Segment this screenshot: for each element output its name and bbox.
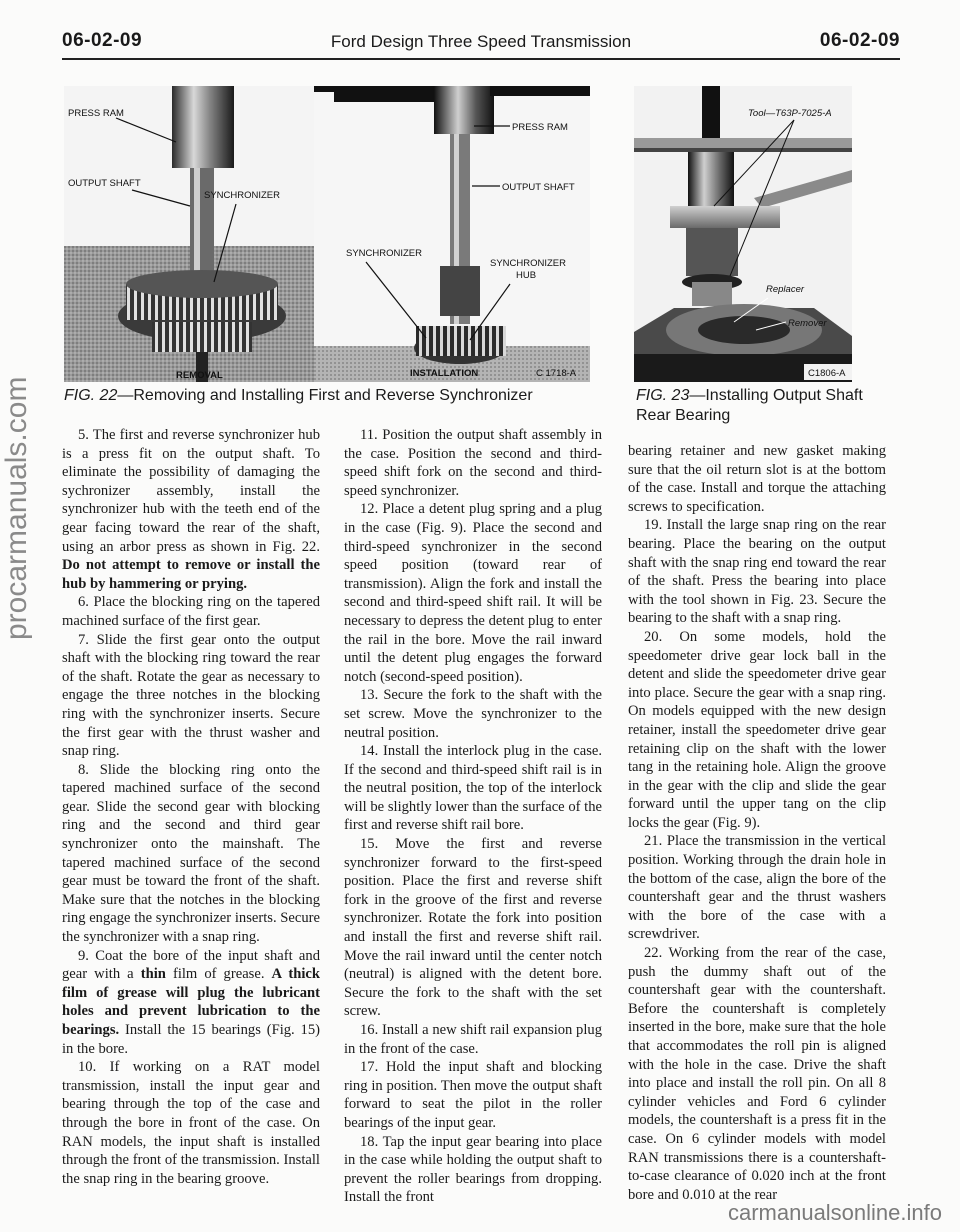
fig22-removal-photo (64, 86, 314, 382)
label-tool: Tool—T63P-7025-A (748, 108, 832, 119)
page-title: Ford Design Three Speed Transmission (330, 32, 632, 51)
step-6: 6. Place the blocking ring on the tapered machined surface of the first gear. (62, 594, 320, 629)
footer-watermark: carmanualsonline.info (727, 1200, 942, 1225)
fig23-caption-label: FIG. 23 (636, 387, 690, 404)
step-16: 16. Install a new shift rail expansion plug in the front of the case. (344, 1022, 602, 1057)
label-press-ram-right: PRESS RAM (512, 122, 568, 133)
step-14: 14. Install the interlock plug in the case. If the second and third-speed shift rail is in the neutral position, the top of the interlock will be slightly lower than the surface of the first and reverse shift rail bore. (344, 743, 602, 834)
step-5: 5. The first and reverse synchronizer hub is a press fit on the output shaft. To eliminate the possibility of damaging the sychronizer assembly, install the synchronizer hub with the teeth end of the gear facing toward the rear of the shaft, using an arbor press as shown in Fig. 22. Do not attempt to remove or install the hub by hammering or prying. (62, 427, 320, 592)
label-replacer: Replacer (766, 284, 805, 295)
text-column-2 (344, 426, 602, 1207)
step-8: 8. Slide the blocking ring onto the tapered machined surface of the second gear. Slide the second gear with blocking ring and the second and third gear synchronizer onto the mainshaft. The tapered machined surface of the second gear must be toward the front of the shaft. Make sure that the notches in the blocking ring engage the synchronizer inserts. Secure the synchronizer with a snap ring. (62, 761, 320, 946)
page-number-right: 06-02-09 (819, 30, 900, 51)
label-synchronizer-left: SYNCHRONIZER (204, 190, 281, 201)
step-5-warning: Do not attempt to remove or install the hub by hammering or prying. (62, 557, 320, 592)
step-18: 18. Tap the input gear bearing into place in the case while holding the output shaft to prevent the roller bearings from dropping. Install the front (344, 1133, 602, 1206)
fig22-caption-label: FIG. 22 (64, 387, 118, 404)
text-column-1 (62, 426, 320, 1188)
label-remover: Remover (788, 318, 827, 329)
label-removal: REMOVAL (176, 370, 223, 381)
step-9: 9. Coat the bore of the input shaft and gear with a thin film of grease. A thick film of grease will plug the lubricant holes and prevent lubrication to the bearings. Install the 15 bearings (Fig. 15) in the bore. (62, 947, 320, 1057)
step-15: 15. Move the first and reverse synchronizer forward to the first-speed position. Place the first and reverse shift fork in the groove of the first and reverse synchronizer. Rotate the fork into position and install the first and reverse shift rail. Move the rail inward until the center notch (neutral) is aligned with the detent bore. Secure the fork to the shaft with the set screw. (344, 836, 602, 1020)
step-13: 13. Secure the fork to the shaft with the set screw. Move the synchronizer to the neutral position. (344, 687, 602, 741)
label-output-shaft-right: OUTPUT SHAFT (502, 182, 575, 193)
label-code-23: C1806-A (808, 368, 846, 379)
step-9-warning: A thick film of grease will plug the lubricant holes and prevent lubrication to the bearings. (62, 966, 320, 1038)
label-output-shaft-left: OUTPUT SHAFT (68, 178, 141, 189)
label-synchronizer-hub-2: HUB (516, 270, 537, 281)
step-18-continued: bearing retainer and new gasket making sure that the oil return slot is at the bottom of the case. Install and torque the attaching screws to specification. (628, 443, 886, 515)
step-12: 12. Place a detent plug spring and a plug in the case (Fig. 9). Place the second and third-speed synchronizer in the second speed position (toward rear of transmission). Align the fork and install the second and third-speed shift rail. It will be necessary to depress the detent plug to enter the rail in the bore. Move the rail inward until the detent plug engages the forward notch (second-speed position). (344, 501, 602, 685)
page-header (62, 24, 900, 60)
text-column-3 (628, 442, 886, 1204)
side-watermark (0, 80, 40, 680)
fig22-caption (64, 386, 604, 406)
step-22: 22. Working from the rear of the case, push the dummy shaft out of the countershaft gear with the countershaft. Before the countershaft is completely inserted in the bore, make sure that the hole that accommodates the roll pin is aligned with the hole in the case. Drive the shaft into place and install the roll pin. On all 8 cylinder vehicles and Ford 6 cylinder models, the countershaft is a press fit in the case. On 6 cylinder models with model RAN transmissions there is a countershaft-to-case clearance of 0.020 inch at the front bore and 0.010 at the rear (628, 945, 886, 1203)
fig23-caption-text: —Installing Output Shaft Rear Bearing (636, 387, 863, 424)
step-11: 11. Position the output shaft assembly in the case. Position the second and third-speed shift fork on the second and third-speed synchronizer. (344, 427, 602, 499)
fig23-photo (634, 86, 852, 382)
step-20: 20. On some models, hold the speedometer drive gear lock ball in the detent and slide the speedometer drive gear into place. Secure the gear with a snap ring. On models equipped with the new design retainer, install the speedometer drive gear retaining clip on the shaft with the lower tang in the retaining hole. Align the groove in the gear with the clip and slide the gear forward until the upper tang on the clip locks the gear (Fig. 9). (628, 628, 886, 831)
label-press-ram-left: PRESS RAM (68, 108, 124, 119)
step-17: 17. Hold the input shaft and blocking ring in position. Then move the output shaft forward to seat the pilot in the roller bearings of the input gear. (344, 1059, 602, 1131)
watermark-text: procarmanuals.com (0, 376, 33, 640)
fig22-caption-text: —Removing and Installing First and Reverse Synchronizer (117, 387, 533, 404)
label-synchronizer-hub-1: SYNCHRONIZER (490, 258, 567, 269)
page-number-left: 06-02-09 (62, 30, 143, 51)
fig22-installation-photo (314, 86, 590, 382)
step-21: 21. Place the transmission in the vertical position. Working through the drain hole in the bottom of the case, align the bore of the countershaft gear and the thrust washers with the bore of the case with a screwdriver. (628, 833, 886, 943)
step-10: 10. If working on a RAT model transmission, install the input gear and bearing through the top of the case and through the bore in front of the case. On RAN models, the input shaft is installed through the front of the transmission. Install the snap ring in the bearing groove. (62, 1059, 320, 1187)
step-19: 19. Install the large snap ring on the rear bearing. Place the bearing on the output shaft with the snap ring end toward the rear of the shaft. Press the bearing into place with the tool shown in Fig. 23. Secure the bearing to the shaft with a snap ring. (628, 517, 886, 627)
label-installation: INSTALLATION (410, 368, 479, 379)
label-synchronizer-right: SYNCHRONIZER (346, 248, 423, 259)
step-7: 7. Slide the first gear onto the output shaft with the blocking ring toward the rear of the shaft. Rotate the gear as necessary to engage the three notches in the blocking ring with the synchronizer inserts. Secure the first gear with the thrust washer and snap ring. (62, 631, 320, 760)
fig23-caption (636, 386, 866, 426)
label-code-22: C 1718-A (536, 368, 577, 379)
